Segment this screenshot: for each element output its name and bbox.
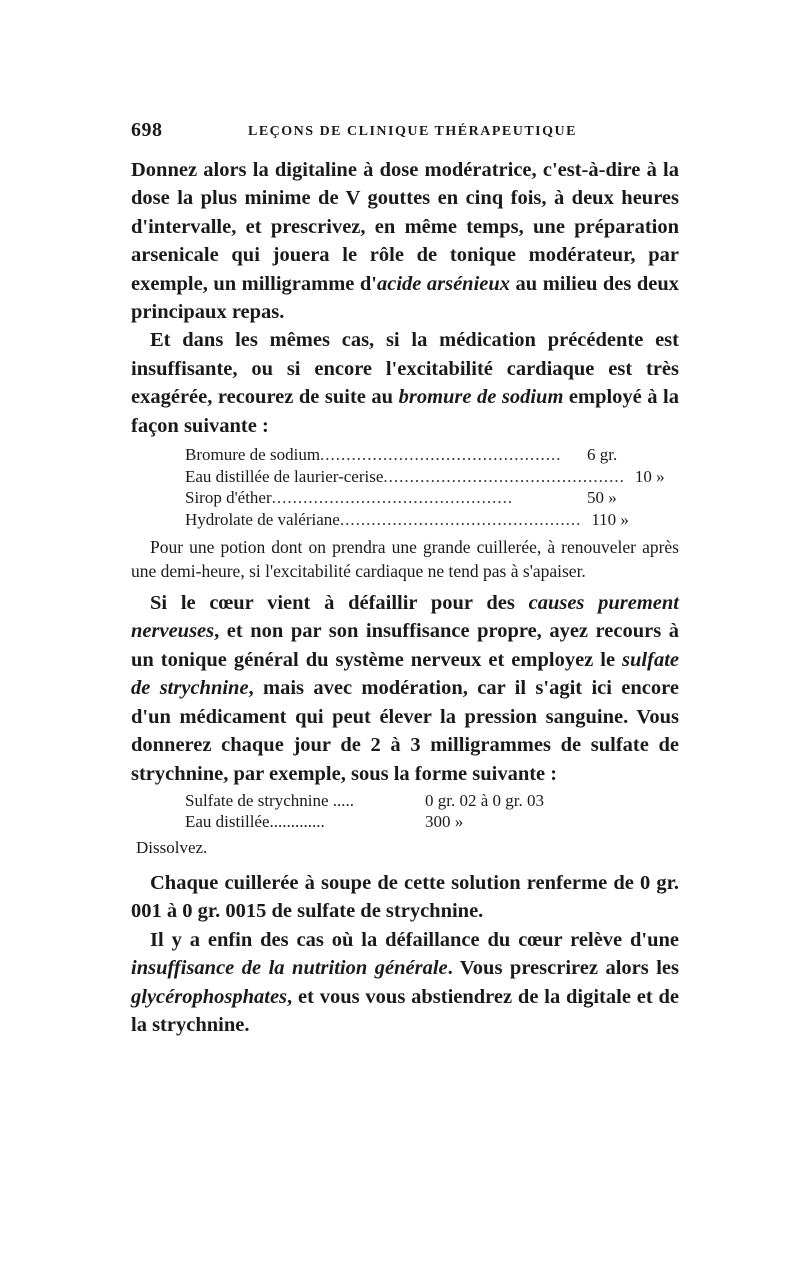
formula-quantity: 10 »	[634, 466, 665, 486]
prescription-note: Pour une potion dont on prendra une grande cuillerée, à renouveler après une demi-heure, si l'excitabilité cardiaque ne tend pas à s'apaiser.	[131, 537, 679, 581]
formula-quantity: 300 »	[425, 812, 464, 832]
formula-ingredient: Eau distillée de laurier-cerise	[185, 466, 384, 486]
paragraph-3-text: Si le cœur vient à défaillir pour des	[150, 592, 529, 615]
paragraph-5-emphasis-1: insuffisance de la nutrition générale	[131, 957, 448, 980]
formula-quantity: 50 »	[587, 488, 617, 508]
formula-quantity: 0 gr. 02 à 0 gr. 03	[425, 790, 544, 810]
paragraph-3-emphasis-1: causes purement nerveuses	[131, 592, 679, 643]
formula-quantity: 6 gr.	[587, 445, 618, 465]
formula-row	[185, 509, 635, 531]
leader-dots: ..............................................	[320, 445, 562, 465]
prescription-strychnine	[185, 790, 645, 833]
page-header	[131, 118, 691, 143]
paragraph-3-emphasis-2: sulfate de strychnine	[131, 648, 679, 700]
leader-dots: ..............................................	[339, 509, 582, 529]
leader-dots: ..............................................	[271, 488, 514, 508]
paragraph-1	[131, 156, 679, 326]
formula-row	[185, 811, 645, 833]
paragraph-3	[131, 589, 679, 788]
paragraph-2-end: employé à la façon suivante :	[131, 386, 679, 437]
formula-row	[185, 487, 635, 509]
formula-ingredient: Eau distillée.............	[185, 812, 325, 832]
paragraph-2-emphasis: bromure de sodium	[398, 386, 564, 409]
paragraph-3-end: , mais avec modération, car il s'agit ici encore d'un médicament qui peut élever la pression sanguine. Vous donnerez chaque jour de 2 à 3 milligrammes de sulfate de strychnine, par exemple, sous la forme suivante :	[131, 677, 679, 785]
paragraph-5-text: Il y a enfin des cas où la défaillance du cœur relève d'une	[150, 928, 679, 951]
formula-ingredient: Bromure de sodium	[185, 445, 321, 465]
running-title: LEÇONS DE CLINIQUE THÉRAPEUTIQUE	[248, 124, 577, 139]
formula-quantity: 110 »	[591, 509, 629, 529]
dissolvez-instruction: Dissolvez.	[136, 837, 208, 857]
leader-dots: ..............................................	[383, 466, 625, 486]
body-text	[131, 156, 679, 1039]
paragraph-5-emphasis-2: glycérophosphates	[131, 985, 288, 1008]
paragraph-3-middle: , et non par son insuffisance propre, ayez recours à un tonique général du système nerveux et employez le	[131, 620, 679, 671]
page-number: 698	[131, 119, 163, 141]
paragraph-4: Chaque cuillerée à soupe de cette solution renferme de 0 gr. 001 à 0 gr. 0015 de sulfate de strychnine.	[131, 871, 679, 923]
formula-row	[185, 790, 645, 812]
prescription-bromure	[185, 444, 665, 530]
paragraph-5-end: , et vous vous abstiendrez de la digitale et de la strychnine.	[131, 985, 679, 1036]
formula-row	[185, 466, 665, 488]
formula-ingredient: Sirop d'éther	[185, 488, 272, 508]
paragraph-1-end: au milieu des deux principaux repas.	[131, 272, 679, 324]
paragraph-2-text: Et dans les mêmes cas, si la médication précédente est insuffisante, ou si encore l'excitabilité cardiaque est très exagérée, recourez de suite au	[131, 329, 679, 409]
paragraph-1-text: Donnez alors la digitaline à dose modératrice, c'est-à-dire à la dose la plus minime de V gouttes en cinq fois, à deux heures d'intervalle, et prescrivez, en même temps, une préparation arsenicale qui jouera le rôle de tonique modérateur, par exemple, un milligramme d'	[131, 159, 679, 295]
formula-row	[185, 444, 635, 466]
paragraph-5	[131, 926, 679, 1040]
paragraph-2	[131, 326, 679, 440]
formula-ingredient: Sulfate de strychnine .....	[185, 790, 355, 810]
paragraph-5-middle: . Vous prescrirez alors les	[447, 957, 679, 980]
formula-ingredient: Hydrolate de valériane	[185, 509, 340, 529]
paragraph-1-emphasis: acide arsénieux	[376, 272, 511, 295]
